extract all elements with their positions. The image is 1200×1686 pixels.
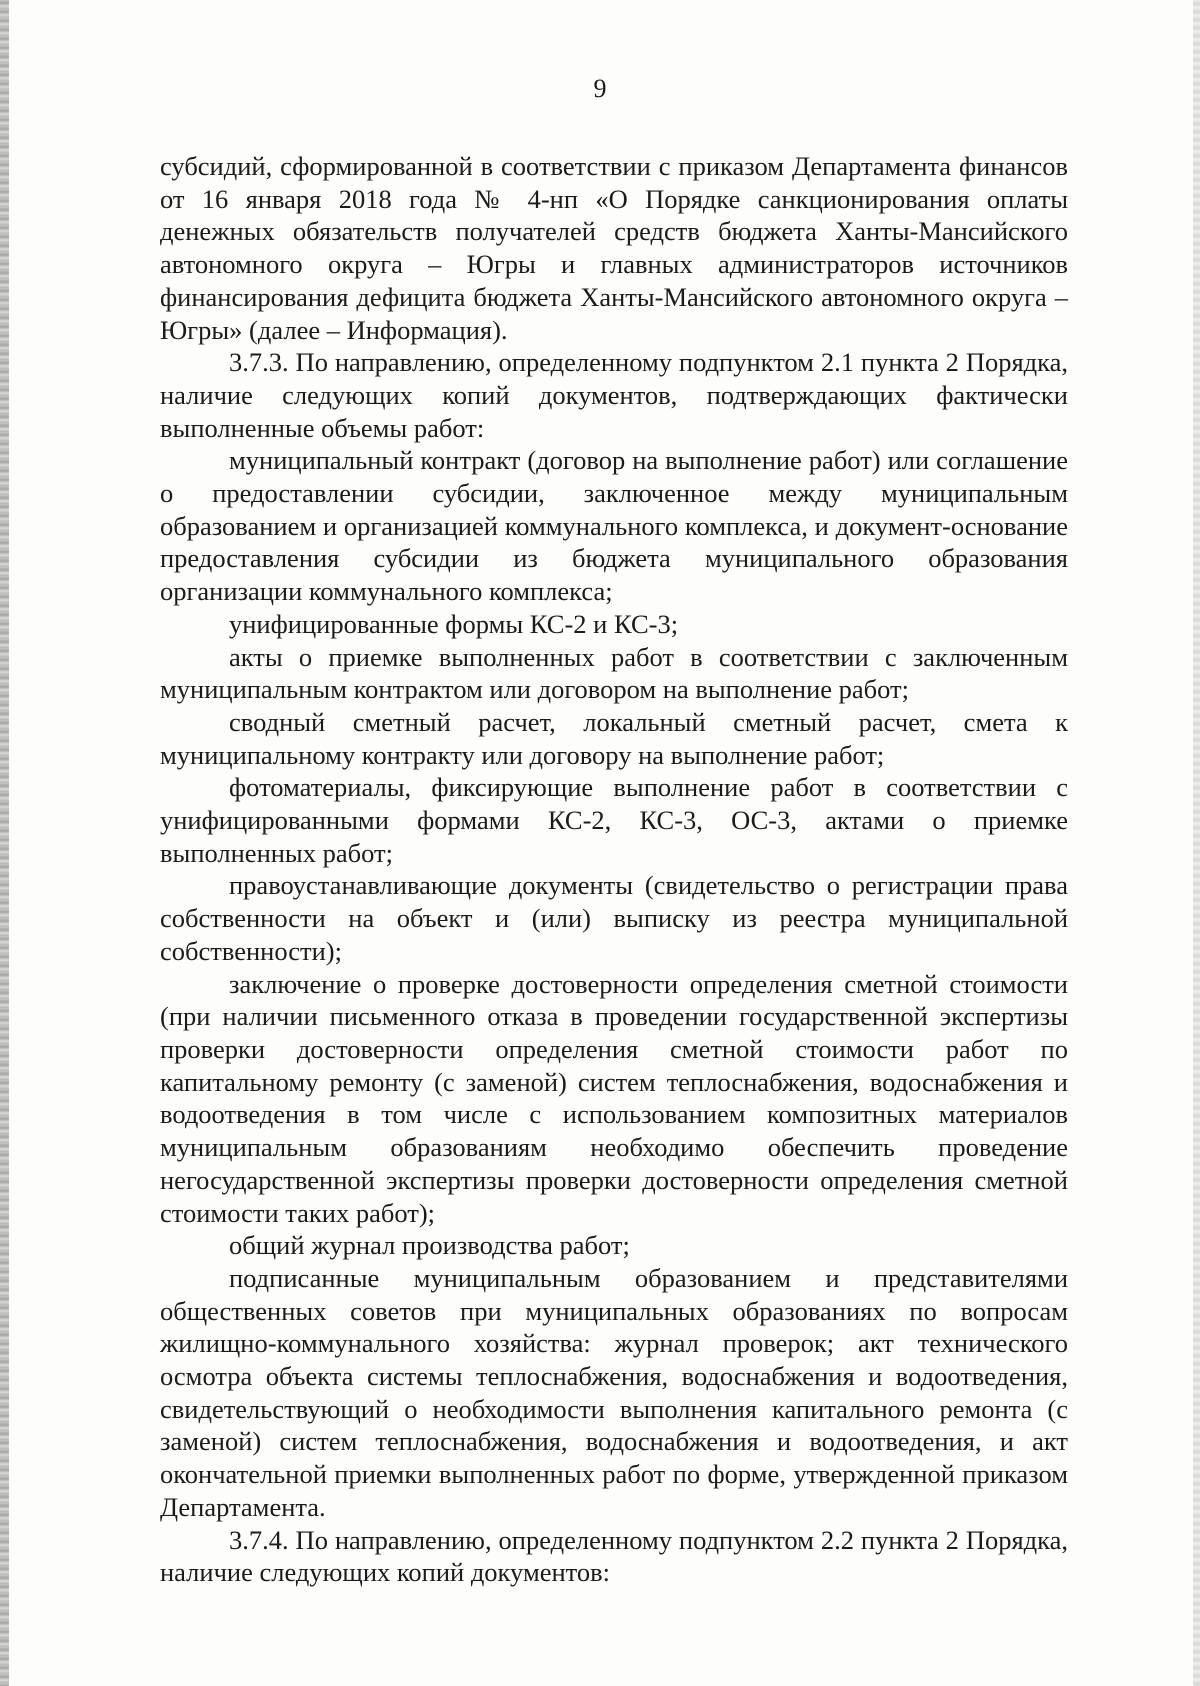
scan-edge-left — [0, 0, 9, 1686]
paragraph-expert-conclusion: заключение о проверке достоверности определения сметной стоимости (при наличии письменного отказа в проведении государственной экспертизы проверки достоверности определения сметной стоимости работ по капитальному ремонту (с заменой) систем теплоснабжения, водоснабжения и водоотведения в том числе с использованием композитных материалов муниципальным образованиям необходимо обеспечить проведение негосударственной экспертизы проверки достоверности определения сметной стоимости таких работ); — [160, 968, 1068, 1228]
document-body — [160, 150, 1068, 1589]
paragraph-acceptance-acts: акты о приемке выполненных работ в соответствии с заключенным муниципальным контрактом или договором на выполнение работ; — [160, 641, 1068, 705]
paragraph-title-documents: правоустанавливающие документы (свидетельство о регистрации права собственности на объект и (или) выписку из реестра муниципальной собственности); — [160, 870, 1068, 966]
paragraph-continuation: субсидий, сформированной в соответствии с приказом Департамента финансов от 16 января 2018 года № 4-нп «О Порядке санкционирования оплаты денежных обязательств получателей средств бюджета Ханты-Мансийского автономного округа – Югры и главных администраторов источников финансирования дефицита бюджета Ханты-Мансийского автономного округа – Югры» (далее – Информация). — [160, 151, 1068, 345]
paragraph-signed-documents: подписанные муниципальным образованием и представителями общественных советов при муниципальных образованиях по вопросам жилищно-коммунального хозяйства: журнал проверок; акт технического осмотра объекта системы теплоснабжения, водоснабжения и водоотведения, свидетельствующий о необходимости выполнения капитального ремонта (с заменой) систем теплоснабжения, водоснабжения и водоотведения, и акт окончательной приемки выполненных работ по форме, утвержденной приказом Департамента. — [160, 1262, 1068, 1522]
paragraph-works-journal: общий журнал производства работ; — [229, 1230, 630, 1261]
page-number: 9 — [593, 74, 607, 103]
scan-edge-right — [1193, 0, 1200, 1686]
paragraph-photo-materials: фотоматериалы, фиксирующие выполнение работ в соответствии с унифицированными формами КС-2, КС-3, ОС-3, актами о приемке выполненных работ; — [160, 772, 1068, 868]
paragraph-clause-3-7-3: 3.7.3. По направлению, определенному подпунктом 2.1 пункта 2 Порядка, наличие следующих копий документов, подтверждающих фактически выполненные объемы работ: — [160, 347, 1068, 443]
paragraph-clause-3-7-4: 3.7.4. По направлению, определенному подпунктом 2.2 пункта 2 Порядка, наличие следующих копий документов: — [160, 1524, 1068, 1588]
paragraph-municipal-contract: муниципальный контракт (договор на выполнение работ) или соглашение о предоставлении субсидии, заключенное между муниципальным образованием и организацией коммунального комплекса, и документ-основание предоставления субсидии из бюджета муниципального образования организации коммунального комплекса; — [160, 445, 1068, 607]
paragraph-estimate: сводный сметный расчет, локальный сметный расчет, смета к муниципальному контракту или договору на выполнение работ; — [160, 706, 1068, 770]
paragraph-unified-forms: унифицированные формы КС-2 и КС-3; — [229, 608, 679, 639]
